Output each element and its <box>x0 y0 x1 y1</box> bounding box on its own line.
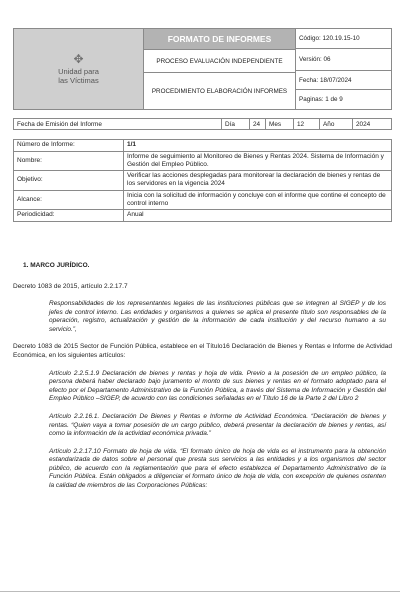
quote-paragraph: Artículo 2.2.17.10 Formato de hoja de vida. “El formato único de hoja de vida es el instrumento para la obtención estandarizada de datos sobre el personal que presta sus servicios a las entidades y a los organismos del sector público, de acuerdo con la reglamentación que para el efecto establezca el Departamento Administrativo de la Función Pública. Están obligados a diligenciar el formato único de hoja de vida, con excepción de quienes ostenten la calidad de miembros de las Corporaciones Públicas: <box>49 447 386 489</box>
org-name-line2: las Víctimas <box>58 75 99 85</box>
table-row <box>14 209 392 221</box>
day-label: Día <box>222 119 250 129</box>
row-value: Inicia con la solicitud de información y concluye con el informe que contine el concepto de control interno <box>124 190 392 209</box>
month-value: 12 <box>294 119 320 129</box>
row-value: Anual <box>124 209 392 221</box>
row-key: Periodicidad: <box>14 209 124 221</box>
table-row <box>14 190 392 209</box>
decree-reference: Decreto 1083 de 2015, artículo 2.2.17.7 <box>13 282 128 290</box>
doc-pages: Paginas: 1 de 9 <box>299 96 343 103</box>
row-value: 1/1 <box>124 140 392 152</box>
quote-paragraph: Artículo 2.2.16.1. Declaración De Bienes y Rentas e Informe de Actividad Económica. “Declaración de bienes y rentas. “Quien vaya a tomar posesión de un cargo público, deberá presentar la declaración de bienes y rentas, así como la información de la actividad económica privada.” <box>49 412 386 438</box>
row-value: Informe de seguimiento al Monitoreo de Bienes y Rentas 2024. Sistema de Información y Gestión del Empleo Público. <box>124 152 392 171</box>
emission-label: Fecha de Emisión del Informe <box>14 119 222 129</box>
row-key: Alcance: <box>14 190 124 209</box>
org-name <box>58 68 99 85</box>
table-row <box>14 152 392 171</box>
emission-date-row <box>13 118 392 130</box>
report-info-table <box>13 139 392 222</box>
row-key: Número de Informe: <box>14 140 124 152</box>
quote-paragraph: Artículo 2.2.5.1.9 Declaración de bienes y rentas y hoja de vida. Previo a la posesión de un empleo público, la persona deberá haber declarado bajo juramento el monto de sus bienes y rentas en el formato adoptado para el efecto por el Departamento Administrativo de la Función Pública, a través del Sistema de Información y Gestión del Empleo Público –SIGEP, de acuerdo con las condiciones señaladas en el Título 16 de la Parte 2 del Libro 2 <box>49 369 386 403</box>
format-title: FORMATO DE INFORMES <box>144 29 295 50</box>
logo <box>14 29 144 109</box>
section-title: 1. MARCO JURÍDICO. <box>23 262 90 269</box>
year-label: Año <box>320 119 353 129</box>
doc-date: Fecha: 18/07/2024 <box>296 71 391 90</box>
year-value: 2024 <box>356 120 371 128</box>
doc-code: Código: 120.19.15-10 <box>296 29 391 49</box>
table-row <box>14 140 392 152</box>
emblem-icon: ✥ <box>73 51 84 66</box>
document-header <box>13 28 392 110</box>
month-label: Mes <box>266 119 294 129</box>
org-name-line1: Unidad para <box>58 66 99 76</box>
row-key: Nombre: <box>14 152 124 171</box>
doc-version: Versión: 06 <box>296 49 391 71</box>
day-value: 24 <box>250 119 266 129</box>
header-titles <box>144 29 296 109</box>
table-row <box>14 171 392 190</box>
body-paragraph: Decreto 1083 de 2015 Sector de Función Pública, establece en el Título16 Declaración de Bienes y Rentas e Informe de Actividad Económica, en los siguientes artículos: <box>13 343 392 360</box>
page-divider <box>0 591 400 592</box>
procedure-name: PROCEDIMIENTO ELABORACIÓN INFORMES <box>151 87 288 95</box>
document-body <box>13 262 392 500</box>
row-key: Objetivo: <box>14 171 124 190</box>
header-meta <box>296 29 391 109</box>
quote-paragraph: Responsabilidades de los representantes legales de las instituciones públicas que se integren al SIGEP y de los jefes de control interno. Las entidades y organismos a quienes se aplica el presente título son responsables de la operación, registro, actualización y gestión de la información de cada institución y del recurso humano a su servicio.”, <box>49 300 386 333</box>
process-name: PROCESO EVALUACIÓN INDEPENDIENTE <box>144 50 295 73</box>
row-value: Verificar las acciones desplegadas para monitorear la declaración de bienes y rentas de los servidores en la vigencia 2024 <box>124 171 392 190</box>
